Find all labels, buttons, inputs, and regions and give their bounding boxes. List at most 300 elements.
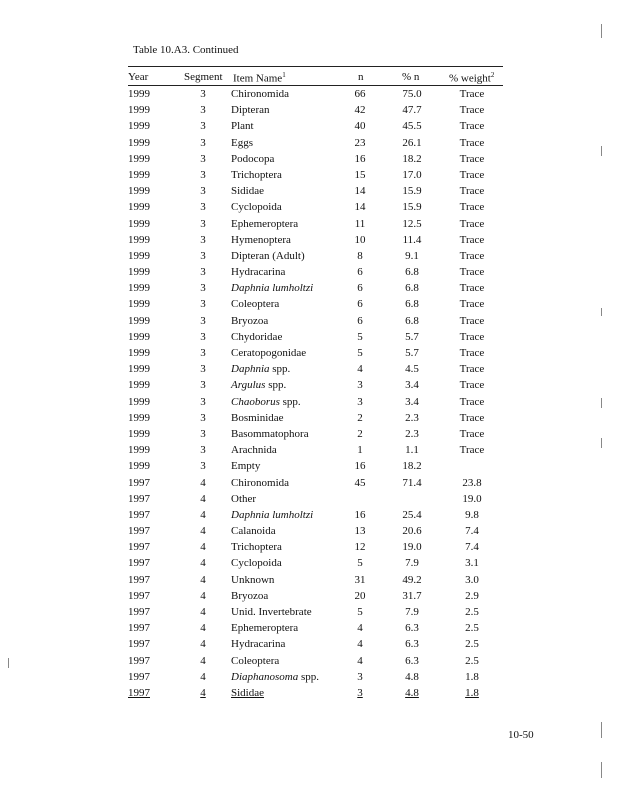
item-name-cell — [231, 509, 313, 521]
segment-cell: 4 — [200, 476, 206, 489]
item-name-text: Trichoptera — [231, 168, 282, 181]
n-cell: 15 — [354, 168, 366, 181]
pct-n-cell: 3.4 — [405, 379, 419, 392]
segment-cell: 4 — [200, 557, 206, 570]
pct-weight-cell: Trace — [459, 330, 485, 343]
pct-n-cell: 47.7 — [402, 104, 422, 117]
year-cell: 1999 — [128, 249, 150, 262]
table-row — [0, 588, 618, 604]
table-row — [0, 345, 618, 361]
segment-cell: 3 — [200, 249, 206, 262]
pct-weight-cell: 2.5 — [465, 654, 479, 667]
segment-cell: 3 — [200, 347, 206, 359]
pct-weight-cell: Trace — [459, 233, 485, 246]
table-row — [0, 458, 618, 474]
table-row — [0, 426, 618, 442]
segment-cell: 3 — [200, 411, 206, 424]
pct-n-cell: 4.8 — [405, 686, 419, 699]
item-name-cell — [231, 120, 254, 132]
year-cell: 1999 — [128, 88, 150, 100]
pct-weight-cell: Trace — [459, 266, 485, 279]
segment-cell: 3 — [200, 427, 206, 440]
segment-cell: 3 — [200, 136, 206, 149]
item-name-cell — [231, 218, 298, 230]
item-name-text: Trichoptera — [231, 541, 282, 554]
item-name-cell — [231, 379, 286, 391]
segment-cell: 3 — [200, 168, 206, 181]
segment-cell: 4 — [200, 686, 206, 699]
year-cell: 1999 — [128, 185, 150, 198]
segment-cell: 3 — [200, 363, 206, 376]
pct-n-cell: 6.3 — [405, 622, 419, 635]
item-name-text: Chironomida — [231, 88, 290, 100]
table-row — [0, 539, 618, 555]
n-cell: 10 — [354, 233, 366, 246]
n-cell: 31 — [354, 573, 366, 586]
item-name-cell — [231, 412, 284, 424]
pct-weight-cell: 19.0 — [462, 492, 482, 505]
scan-speck — [601, 722, 602, 738]
item-name-cell — [231, 347, 306, 359]
pct-n-cell: 25.4 — [402, 508, 422, 521]
year-cell: 1999 — [128, 282, 150, 295]
n-cell: 6 — [357, 298, 363, 311]
item-name-cell — [231, 250, 305, 262]
item-name-text: Eggs — [231, 136, 253, 149]
segment-cell: 3 — [200, 314, 206, 327]
table-row — [0, 183, 618, 199]
pct-weight-cell: Trace — [459, 201, 485, 214]
year-cell: 1999 — [128, 120, 150, 133]
scan-speck — [601, 308, 602, 316]
pct-n-cell: 71.4 — [402, 476, 422, 489]
item-name-text: Daphnia lumholtzi — [231, 508, 314, 521]
year-cell: 1999 — [128, 136, 150, 149]
n-cell: 3 — [357, 379, 363, 392]
table-row — [0, 135, 618, 151]
item-name-cell — [231, 655, 279, 667]
pct-weight-cell: Trace — [459, 282, 485, 295]
pct-n-cell: 31.7 — [402, 589, 422, 602]
scan-speck — [601, 398, 602, 408]
item-name-text: Dipteran (Adult) — [231, 249, 305, 262]
table-body — [0, 86, 618, 701]
year-cell: 1999 — [128, 347, 150, 359]
segment-cell: 3 — [200, 266, 206, 279]
pct-weight-cell: 7.4 — [465, 525, 479, 538]
item-name-text: Argulus — [231, 379, 266, 392]
pct-weight-cell: 3.1 — [465, 557, 479, 570]
n-cell: 16 — [354, 460, 366, 473]
pct-n-cell: 11.4 — [402, 233, 422, 246]
year-cell: 1997 — [128, 622, 150, 635]
col-head-year: Year — [128, 71, 149, 83]
year-cell: 1997 — [128, 606, 150, 618]
page-number: 10-50 — [508, 729, 534, 741]
year-cell: 1999 — [128, 266, 150, 279]
col-head-n: n — [358, 71, 364, 83]
pct-n-cell: 9.1 — [405, 249, 419, 262]
item-name-text: Podocopa — [231, 152, 275, 165]
pct-weight-cell: Trace — [459, 444, 485, 457]
n-cell: 12 — [354, 541, 366, 554]
item-name-text: Arachnida — [231, 444, 277, 457]
col-head-item-name — [233, 71, 286, 85]
segment-cell: 4 — [200, 670, 206, 683]
segment-cell: 3 — [200, 395, 206, 408]
n-cell: 4 — [357, 654, 363, 667]
n-cell: 13 — [354, 525, 366, 538]
table-row — [0, 232, 618, 248]
item-name-suffix: spp. — [279, 395, 301, 408]
pct-weight-cell: Trace — [459, 395, 485, 408]
n-cell: 6 — [357, 266, 363, 279]
n-cell: 16 — [354, 152, 366, 165]
item-name-suffix: spp. — [298, 670, 320, 683]
item-name-cell — [231, 428, 309, 440]
table-row — [0, 102, 618, 118]
item-name-text: Hydracarina — [231, 638, 286, 651]
year-cell: 1999 — [128, 152, 150, 165]
table-row — [0, 199, 618, 215]
item-name-cell — [231, 493, 256, 505]
item-name-text: Chironomida — [231, 476, 290, 489]
item-name-cell — [231, 671, 319, 683]
item-name-text: Ephemeroptera — [231, 622, 299, 635]
pct-n-cell: 7.9 — [405, 606, 419, 618]
year-cell: 1999 — [128, 363, 150, 376]
table-row — [0, 653, 618, 669]
year-cell: 1999 — [128, 298, 150, 311]
table-row — [0, 523, 618, 539]
segment-cell: 3 — [200, 88, 206, 100]
col-head-segment: Segment — [184, 71, 223, 83]
pct-weight-cell: 23.8 — [462, 476, 482, 489]
item-name-cell — [231, 234, 291, 246]
item-name-text: Bryozoa — [231, 589, 269, 602]
year-cell: 1999 — [128, 201, 150, 214]
item-name-cell — [231, 315, 268, 327]
n-cell: 14 — [354, 185, 366, 198]
item-name-cell — [231, 331, 282, 343]
pct-weight-cell: Trace — [459, 249, 485, 262]
pct-n-cell: 7.9 — [405, 557, 419, 570]
pct-n-cell: 1.1 — [405, 444, 419, 457]
table-row — [0, 167, 618, 183]
pct-n-cell: 6.8 — [405, 266, 419, 279]
item-name-cell — [231, 622, 298, 634]
year-cell: 1999 — [128, 217, 150, 230]
year-cell: 1997 — [128, 686, 150, 699]
n-cell: 4 — [357, 638, 363, 651]
table-row — [0, 620, 618, 636]
pct-n-cell: 6.3 — [405, 654, 419, 667]
year-cell: 1997 — [128, 557, 150, 570]
scan-speck — [601, 438, 602, 448]
segment-cell: 3 — [200, 444, 206, 457]
item-name-text: Hymenoptera — [231, 233, 291, 246]
pct-weight-cell: Trace — [459, 298, 485, 311]
segment-cell: 3 — [200, 460, 206, 473]
segment-cell: 4 — [200, 589, 206, 602]
item-name-cell — [231, 88, 289, 100]
year-cell: 1997 — [128, 589, 150, 602]
item-name-text: Chaoborus — [231, 395, 280, 408]
pct-weight-cell: 2.5 — [465, 606, 479, 618]
segment-cell: 4 — [200, 573, 206, 586]
n-cell: 5 — [357, 330, 363, 343]
table-row — [0, 507, 618, 523]
pct-weight-cell: Trace — [459, 379, 485, 392]
year-cell: 1999 — [128, 379, 150, 392]
pct-weight-cell: 2.9 — [465, 589, 479, 602]
item-name-text: Diaphanosoma — [231, 670, 299, 683]
pct-weight-cell: 3.0 — [465, 573, 479, 586]
segment-cell: 3 — [200, 185, 206, 198]
pct-n-cell: 49.2 — [402, 573, 422, 586]
year-cell: 1997 — [128, 541, 150, 554]
segment-cell: 3 — [200, 233, 206, 246]
pct-weight-cell: 2.5 — [465, 622, 479, 635]
pct-weight-cell: 1.8 — [465, 686, 479, 699]
pct-n-cell: 4.8 — [405, 670, 419, 683]
item-name-text: Coleoptera — [231, 654, 280, 667]
n-cell: 16 — [354, 508, 366, 521]
item-name-cell — [231, 687, 264, 699]
item-name-text: Chydoridae — [231, 330, 283, 343]
segment-cell: 4 — [200, 606, 206, 618]
n-cell: 11 — [354, 217, 366, 230]
item-name-cell — [231, 590, 268, 602]
n-cell: 4 — [357, 622, 363, 635]
pct-weight-label: % weight — [449, 72, 491, 85]
pct-n-cell: 6.3 — [405, 638, 419, 651]
col-head-pct-weight — [449, 71, 494, 85]
item-name-text: Hydracarina — [231, 266, 286, 279]
segment-cell: 3 — [200, 120, 206, 133]
n-cell: 42 — [354, 104, 366, 117]
n-cell: 3 — [357, 670, 363, 683]
table-row — [0, 669, 618, 685]
table-row — [0, 555, 618, 571]
n-cell: 3 — [357, 395, 363, 408]
scan-speck — [601, 146, 602, 156]
n-cell: 23 — [354, 136, 366, 149]
item-name-cell — [231, 460, 260, 472]
pct-weight-cell: Trace — [459, 120, 485, 133]
item-name-cell — [231, 477, 289, 489]
pct-weight-cell: Trace — [459, 347, 485, 359]
pct-weight-cell: Trace — [459, 88, 485, 100]
year-cell: 1997 — [128, 525, 150, 538]
table-row — [0, 216, 618, 232]
year-cell: 1997 — [128, 573, 150, 586]
item-name-text: Basommatophora — [231, 427, 309, 440]
n-cell: 66 — [354, 88, 366, 100]
item-name-cell — [231, 363, 290, 375]
item-name-text: Bosminidae — [231, 411, 284, 424]
item-name-text: Unid. Invertebrate — [231, 606, 312, 618]
segment-cell: 4 — [200, 508, 206, 521]
n-cell: 20 — [354, 589, 366, 602]
year-cell: 1997 — [128, 476, 150, 489]
year-cell: 1997 — [128, 670, 150, 683]
pct-weight-cell: Trace — [459, 152, 485, 165]
n-cell: 40 — [354, 120, 366, 133]
item-name-cell — [231, 396, 301, 408]
n-cell: 5 — [357, 557, 363, 570]
item-name-cell — [231, 169, 282, 181]
item-name-cell — [231, 282, 313, 294]
item-name-text: Dipteran — [231, 104, 270, 117]
scan-speck — [8, 658, 9, 668]
segment-cell: 3 — [200, 330, 206, 343]
table-row — [0, 329, 618, 345]
pct-n-cell: 4.5 — [405, 363, 419, 376]
pct-weight-cell: 7.4 — [465, 541, 479, 554]
n-cell: 2 — [357, 427, 363, 440]
pct-n-cell: 6.8 — [405, 282, 419, 295]
segment-cell: 3 — [200, 379, 206, 392]
segment-cell: 3 — [200, 201, 206, 214]
pct-weight-cell: Trace — [459, 185, 485, 198]
item-name-cell — [231, 104, 269, 116]
table-row — [0, 248, 618, 264]
item-name-cell — [231, 185, 264, 197]
item-name-text: Ceratopogonidae — [231, 347, 307, 359]
segment-cell: 3 — [200, 282, 206, 295]
pct-n-cell: 45.5 — [402, 120, 422, 133]
table-caption: Table 10.A3. Continued — [133, 44, 239, 56]
item-name-cell — [231, 444, 277, 456]
item-name-footnote: 1 — [282, 71, 286, 79]
year-cell: 1999 — [128, 395, 150, 408]
pct-n-cell: 18.2 — [402, 460, 422, 473]
year-cell: 1999 — [128, 427, 150, 440]
pct-n-cell: 20.6 — [402, 525, 422, 538]
segment-cell: 4 — [200, 492, 206, 505]
n-cell: 2 — [357, 411, 363, 424]
table-row — [0, 280, 618, 296]
pct-weight-cell: Trace — [459, 427, 485, 440]
segment-cell: 4 — [200, 622, 206, 635]
table-row — [0, 442, 618, 458]
item-name-cell — [231, 266, 285, 278]
item-name-text: Daphnia — [231, 363, 270, 376]
n-cell: 1 — [357, 444, 363, 457]
pct-weight-cell: 1.8 — [465, 670, 479, 683]
item-name-cell — [231, 298, 279, 310]
pct-weight-cell: 9.8 — [465, 508, 479, 521]
item-name-cell — [231, 606, 312, 618]
table-row — [0, 313, 618, 329]
pct-weight-cell: Trace — [459, 168, 485, 181]
pct-n-cell: 26.1 — [402, 136, 422, 149]
item-name-label: Item Name — [233, 72, 283, 85]
year-cell: 1999 — [128, 444, 150, 457]
scan-speck — [601, 762, 602, 778]
item-name-text: Unknown — [231, 573, 275, 586]
n-cell: 45 — [354, 476, 366, 489]
table-row — [0, 86, 618, 102]
segment-cell: 3 — [200, 298, 206, 311]
item-name-cell — [231, 137, 253, 149]
n-cell: 8 — [357, 249, 363, 262]
table-row — [0, 264, 618, 280]
year-cell: 1999 — [128, 233, 150, 246]
item-name-cell — [231, 541, 282, 553]
table-row — [0, 377, 618, 393]
table-row — [0, 604, 618, 620]
table-row — [0, 394, 618, 410]
year-cell: 1999 — [128, 104, 150, 117]
n-cell: 6 — [357, 282, 363, 295]
item-name-suffix: spp. — [265, 379, 287, 392]
header-top-rule — [128, 66, 503, 67]
table-row — [0, 491, 618, 507]
year-cell: 1999 — [128, 411, 150, 424]
item-name-text: Empty — [231, 460, 261, 473]
item-name-text: Cyclopoida — [231, 201, 282, 214]
item-name-text: Daphnia lumholtzi — [231, 282, 314, 295]
pct-weight-footnote: 2 — [490, 71, 495, 79]
n-cell: 5 — [357, 606, 363, 618]
pct-n-cell: 75.0 — [402, 88, 422, 100]
item-name-text: Bryozoa — [231, 314, 269, 327]
table-row — [0, 572, 618, 588]
item-name-text: Cyclopoida — [231, 557, 282, 570]
table-row — [0, 296, 618, 312]
pct-n-cell: 2.3 — [405, 427, 419, 440]
pct-n-cell: 3.4 — [405, 395, 419, 408]
segment-cell: 4 — [200, 654, 206, 667]
pct-n-cell: 12.5 — [402, 217, 422, 230]
item-name-cell — [231, 153, 274, 165]
pct-weight-cell: Trace — [459, 104, 485, 117]
item-name-cell — [231, 525, 276, 537]
pct-n-cell: 6.8 — [405, 298, 419, 311]
n-cell: 4 — [357, 363, 363, 376]
segment-cell: 4 — [200, 541, 206, 554]
pct-weight-cell: Trace — [459, 314, 485, 327]
table-row — [0, 151, 618, 167]
pct-weight-cell: Trace — [459, 136, 485, 149]
table-row — [0, 685, 618, 701]
pct-n-cell: 5.7 — [405, 347, 419, 359]
col-head-pct-n: % n — [402, 71, 420, 83]
item-name-text: Sididae — [231, 185, 264, 198]
table-row — [0, 410, 618, 426]
segment-cell: 4 — [200, 638, 206, 651]
segment-cell: 3 — [200, 217, 206, 230]
year-cell: 1999 — [128, 330, 150, 343]
item-name-text: Calanoida — [231, 525, 276, 538]
n-cell: 5 — [357, 347, 363, 359]
pct-n-cell: 6.8 — [405, 314, 419, 327]
pct-n-cell: 17.0 — [402, 168, 422, 181]
pct-weight-cell: Trace — [459, 217, 485, 230]
pct-n-cell: 15.9 — [402, 185, 422, 198]
pct-n-cell: 5.7 — [405, 330, 419, 343]
pct-weight-cell: Trace — [459, 411, 485, 424]
item-name-cell — [231, 638, 285, 650]
n-cell: 3 — [357, 686, 363, 699]
table-row — [0, 361, 618, 377]
n-cell: 6 — [357, 314, 363, 327]
scan-speck — [601, 24, 602, 38]
item-name-cell — [231, 557, 282, 569]
item-name-text: Plant — [231, 120, 254, 133]
